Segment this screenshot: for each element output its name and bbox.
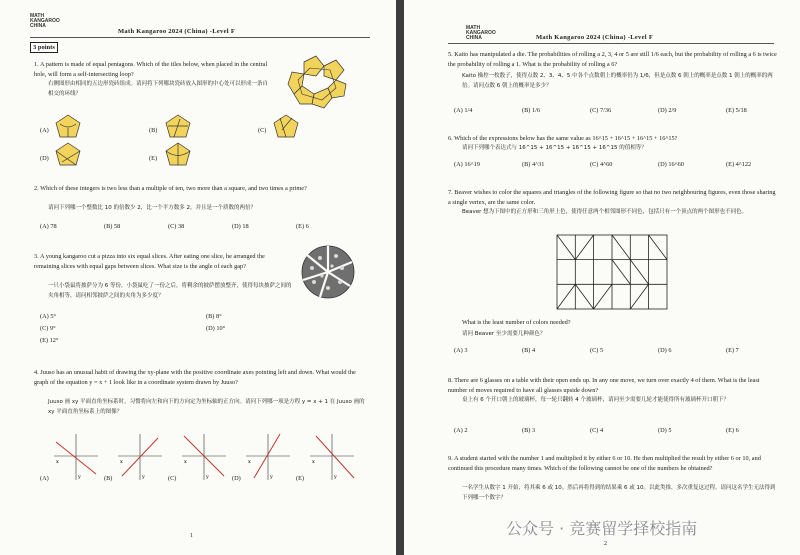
q6-option-e[interactable]: (E) 4^122	[726, 161, 752, 168]
q8-text: 8. There are 6 glasses on a table with their open ends up. In any one move, we turn over exactly 4 of them. What is the least number of moves required to have all glasses upside down?	[448, 377, 760, 394]
q5-text-zh: Kaito 操控一枚骰子，使得点数 2、3、4、5 中各个点数朝上的概率仍为 1/6，但是点数 6 朝上的概率是点数 1 朝上的概率的两倍。请问点数 6 朝上的概率是多少？	[462, 73, 773, 89]
section-badge: 3 points	[30, 42, 58, 53]
q4-a-axis-y: y	[78, 474, 81, 480]
q6-option-d[interactable]: (D) 16^60	[658, 161, 684, 168]
q8-text-zh: 桌上有 6 个开口朝上的玻璃杯，每一轮只翻转 4 个玻璃杯，请问至少需要几轮才能使得所有玻璃杯开口朝下？	[462, 397, 729, 403]
q6-text-zh: 请问下列哪个表达式与 16^15 + 16^15 + 16^15 + 16^15 的值相等？	[462, 145, 647, 151]
q3-option-b[interactable]: (B) 8°	[206, 313, 222, 320]
q8-option-c[interactable]: (C) 4	[590, 427, 604, 434]
wechat-watermark: 公众号 · 竞赛留学择校指南	[506, 519, 698, 538]
q1-option-c[interactable]: (C)	[258, 127, 267, 134]
kangaroo-logo: MATH KANGAROO CHINA	[30, 13, 60, 29]
q4-graph-c	[180, 432, 228, 482]
q3-option-d[interactable]: (D) 10°	[206, 325, 226, 332]
q7-option-c[interactable]: (C) 5	[590, 347, 604, 354]
q1-tile-c	[272, 114, 300, 138]
q4-e-axis-x: x	[312, 459, 315, 465]
q4-graph-a	[52, 432, 100, 482]
q5-option-b[interactable]: (B) 1/6	[522, 107, 541, 114]
q4-b-axis-x: x	[120, 459, 123, 465]
q3-option-a[interactable]: (A) 5°	[40, 313, 56, 320]
q5-option-c[interactable]: (C) 7/36	[590, 107, 612, 114]
q2-option-d[interactable]: (D) 18	[232, 223, 249, 230]
q1-tile-a	[54, 114, 82, 138]
q7-option-d[interactable]: (D) 6	[658, 347, 672, 354]
q8-option-d[interactable]: (D) 5	[658, 427, 672, 434]
q5-option-a[interactable]: (A) 1/4	[454, 107, 473, 114]
q4-graph-d	[244, 432, 292, 482]
page-1	[0, 0, 396, 555]
header-rule	[30, 37, 370, 38]
q5-text: 5. Kaito has manipulated a die. The probabilities of rolling a 2, 3, 4 or 5 are still 1/6 each, but the probability of rolling a 6 is twice the probability of rolling a 1. What is the probability of rolling a 6?	[448, 51, 777, 68]
q2-text-zh: 请问下列哪一个整数比 10 的倍数少 2，比一个平方数多 2，并且是一个质数的两倍？	[48, 205, 256, 211]
q8-option-a[interactable]: (A) 2	[454, 427, 468, 434]
q6-text: 6. Which of the expressions below has the same value as 16^15 + 16^15 + 16^15 + 16^15?	[448, 135, 678, 142]
q2-option-b[interactable]: (B) 58	[104, 223, 121, 230]
q1-text: 1. A pattern is made of equal pentagons. Which of the tiles below, when placed in the central hole, will form a self-intersecting loop?	[34, 61, 268, 78]
q1-tile-e	[164, 142, 192, 166]
q8-option-b[interactable]: (B) 3	[522, 427, 536, 434]
q2-text: 2. Which of these integers is two less than a multiple of ten, two more than a square, and two times a prime?	[34, 185, 307, 192]
q1-option-e[interactable]: (E)	[149, 155, 158, 162]
q2-option-e[interactable]: (E) 6	[296, 223, 309, 230]
q3-option-c[interactable]: (C) 9°	[40, 325, 56, 332]
q4-option-b[interactable]: (B)	[104, 475, 113, 482]
q9-text: 9. A student started with the number 1 and multiplied it by either 6 or 10. He then multiplied the result by either 6 or 10, and continued this procedure many times. Which of the following cannot be one of the numbers he obtained?	[448, 455, 761, 472]
q1-text-zh: 右侧图形由相同的五边形瓷砖组成。请问将下列哪块瓷砖放入图形的中心处可以形成一条自相交的环线？	[48, 81, 269, 97]
q3-option-e[interactable]: (E) 12°	[40, 337, 59, 344]
q9-text-zh: 一名学生从数字 1 开始，将其乘 6 或 10。然后再将得到的结果乘 6 或 10。以此类推，多次重复这过程。请问这名学生无法得到下列哪一个数字？	[462, 485, 776, 501]
q4-a-axis-x: x	[56, 459, 59, 465]
q7-question-zh: 请问 Beaver 至少需要几种颜色？	[462, 331, 546, 337]
q4-option-a[interactable]: (A)	[40, 475, 49, 482]
q4-b-axis-y: y	[142, 474, 145, 480]
q7-text: 7. Beaver wishes to color the squares and triangles of the following figure so that no two neighbouring figures, even those sharing a single vertex, are the same color.	[448, 189, 776, 206]
q4-graph-e	[308, 432, 356, 482]
page-2	[404, 0, 800, 555]
page-1-title: Math Kangaroo 2024 (China) -Level F	[118, 28, 236, 35]
q4-option-d[interactable]: (D)	[232, 475, 241, 482]
q7-question: What is the least number of colors needed?	[462, 319, 571, 326]
q6-option-b[interactable]: (B) 4^31	[522, 161, 545, 168]
q6-option-a[interactable]: (A) 16^19	[454, 161, 480, 168]
q1-tile-b	[164, 114, 192, 138]
q4-e-axis-y: y	[334, 474, 337, 480]
q1-tile-d	[54, 142, 82, 166]
pentagon-loop-figure	[284, 50, 354, 114]
q4-text: 4. Juuso has an unusual habit of drawing the xy-plane with the positive coordinate axes pointing left and down. What would the graph of the equation y = x + 1 look like in a coordinate system drawn by Juuso?	[34, 369, 356, 386]
q3-text-zh: 一只小袋鼠将披萨分为 6 等份，小袋鼠吃了一份之后，将剩余的披萨摆放整齐，使得每块披萨之间的夹角相等，请问相邻披萨之间的夹角为多少度？	[48, 283, 292, 299]
q5-option-d[interactable]: (D) 2/9	[658, 107, 677, 114]
pizza-figure	[300, 244, 356, 300]
q7-option-a[interactable]: (A) 3	[454, 347, 468, 354]
page-1-number: 1	[190, 533, 193, 539]
q7-text-zh: Beaver 想为下图中的正方形和三角形上色，使得任意两个相邻图形不同色，包括只有一个顶点的两个图形也不同色。	[462, 209, 748, 215]
page-2-number: 2	[604, 541, 607, 547]
q3-text: 3. A young kangaroo cut a pizza into six equal slices. After eating one slice, he arranged the remaining slices with equal gaps between slices. What size is the angle of each gap?	[34, 253, 265, 270]
q4-text-zh: Juuso 画 xy 平面直角坐标系时，习惯将向左和向下的方向定为坐标轴的正方向。请问下列哪一项是方程 y = x + 1 在 Juuso 画的 xy 平面直角坐标系上的图像？	[48, 399, 365, 415]
kangaroo-logo-2: MATH KANGAROO CHINA	[466, 25, 496, 41]
q1-option-b[interactable]: (B)	[149, 127, 158, 134]
q2-option-a[interactable]: (A) 78	[40, 223, 57, 230]
q7-option-e[interactable]: (E) 7	[726, 347, 739, 354]
q1-option-a[interactable]: (A)	[40, 127, 49, 134]
q4-c-axis-y: y	[206, 474, 209, 480]
q4-c-axis-x: x	[184, 459, 187, 465]
q6-option-c[interactable]: (C) 4^60	[590, 161, 613, 168]
squares-triangles-figure	[556, 234, 668, 310]
q8-option-e[interactable]: (E) 6	[726, 427, 739, 434]
header-rule-2	[448, 43, 774, 44]
q4-d-axis-y: y	[270, 474, 273, 480]
q4-d-axis-x: x	[248, 459, 251, 465]
q1-option-d[interactable]: (D)	[40, 155, 49, 162]
q5-option-e[interactable]: (E) 5/18	[726, 107, 747, 114]
q4-option-e[interactable]: (E)	[296, 475, 305, 482]
q7-option-b[interactable]: (B) 4	[522, 347, 536, 354]
q2-option-c[interactable]: (C) 38	[168, 223, 185, 230]
q4-option-c[interactable]: (C)	[168, 475, 177, 482]
q4-graph-b	[116, 432, 164, 482]
page-2-title: Math Kangaroo 2024 (China) -Level F	[536, 34, 654, 41]
